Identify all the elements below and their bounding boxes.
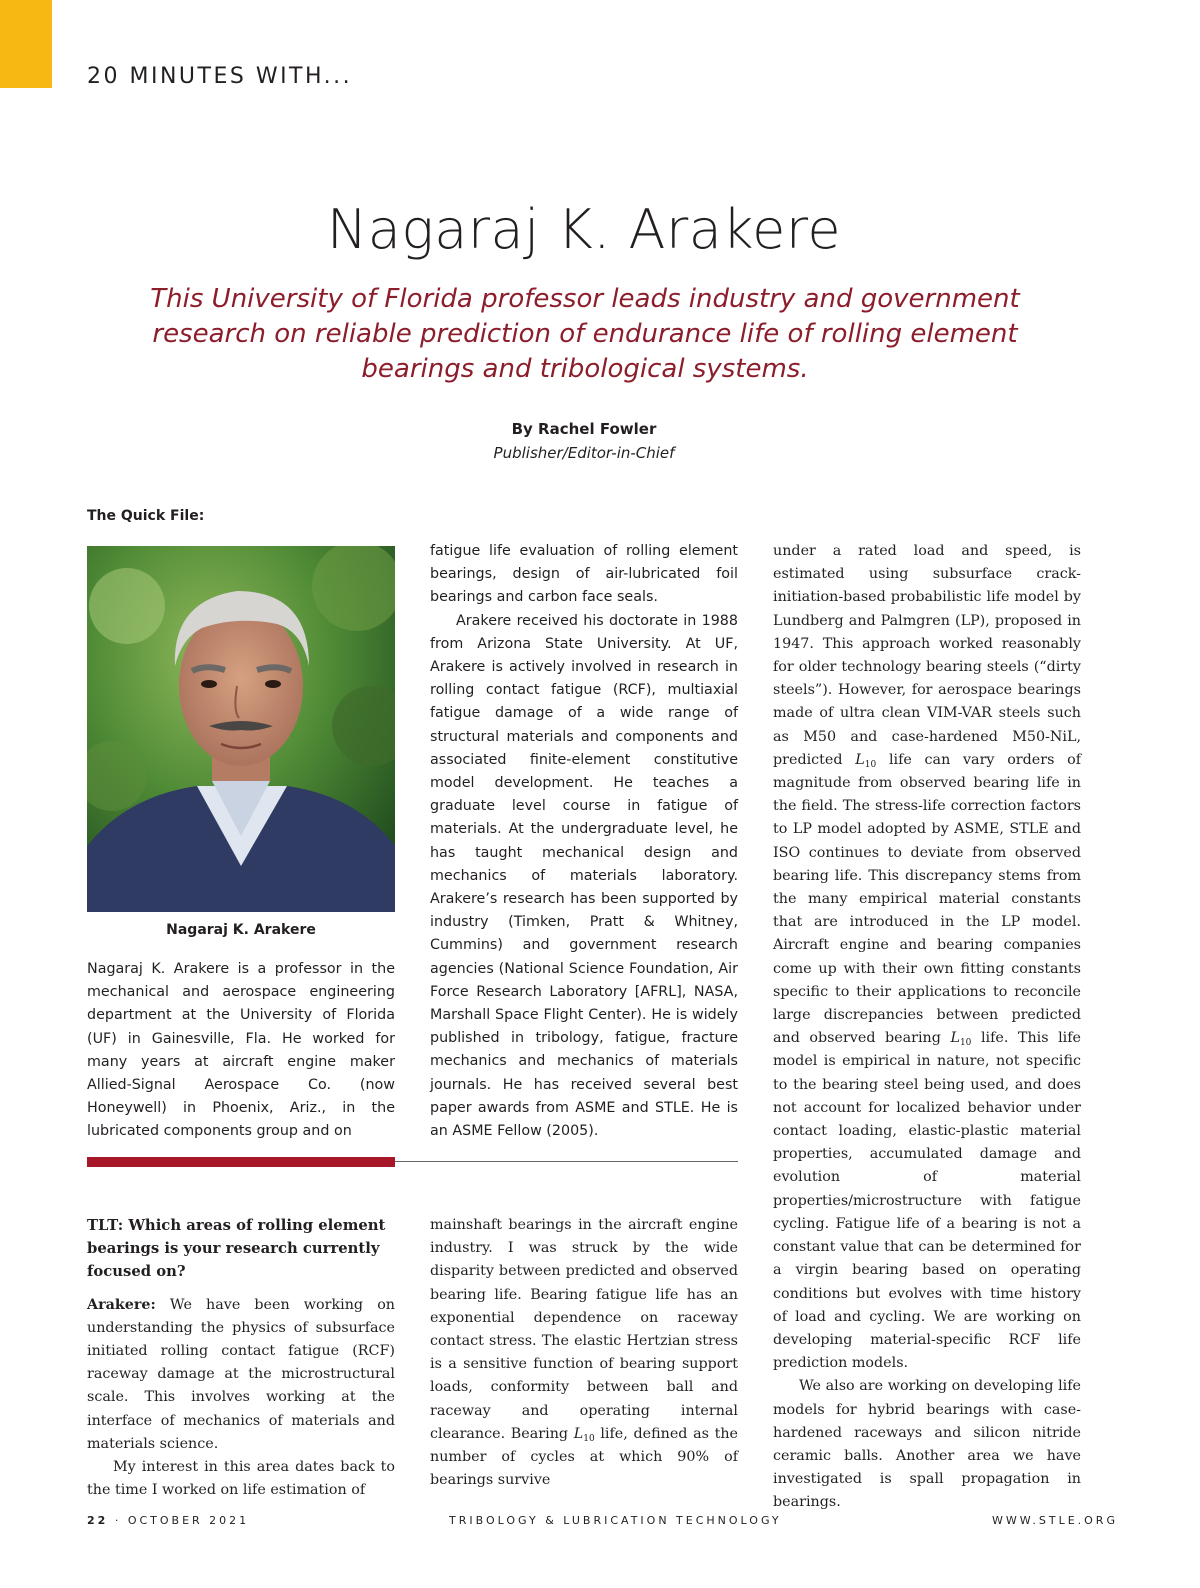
section-divider-line — [395, 1161, 738, 1162]
answer-text: life, defined as the number of cycles at which 90% of bearings survive — [430, 1425, 739, 1489]
answer-paragraph — [773, 540, 1081, 1375]
l10-subscript: 10 — [583, 1433, 595, 1444]
photo-caption: Nagaraj K. Arakere — [166, 922, 316, 938]
byline-role: Publisher/Editor-in-Chief — [493, 444, 675, 462]
answer-paragraph — [430, 1214, 738, 1492]
interview-column-2 — [430, 1214, 738, 1492]
interview-column-3 — [773, 540, 1081, 1515]
accent-bar — [0, 0, 52, 88]
answer-text: under a rated load and speed, is estimated using subsurface crack-initiation-based probabilistic life model by Lundberg and Palmgren (LP), proposed in 1947. This approach worked reasonably for older technology bearing steels (“dirty steels”). However, for aerospace bearings made of ultra clean VIM-VAR steels such as M50 and case-hardened M50-NiL, predicted — [773, 543, 1081, 768]
issue-date: OCTOBER 2021 — [127, 1514, 250, 1527]
footer-separator: · — [114, 1514, 122, 1527]
quick-file-heading: The Quick File: — [87, 508, 205, 524]
l10-subscript: 10 — [864, 759, 877, 770]
website-link[interactable]: WWW.STLE.ORG — [992, 1514, 1118, 1527]
answer-label: Arakere: — [87, 1296, 156, 1313]
answer-paragraph: My interest in this area dates back to the time I worked on life estimation of — [87, 1459, 395, 1499]
l10-symbol: L — [573, 1425, 584, 1442]
byline: By Rachel Fowler — [511, 420, 657, 438]
l10-subscript: 10 — [959, 1038, 972, 1049]
bio-paragraph: Nagaraj K. Arakere is a professor in the mechanical and aerospace engineering department at the University of Florida (UF) in Gainesville, Fla. He worked for many years at aircraft engine maker Allied-Signal Aerospace Co. (now Honeywell) in Phoenix, Ariz., in the lubricated components group and on — [87, 961, 395, 1140]
l10-symbol: L — [855, 751, 865, 768]
answer-paragraph — [87, 1294, 395, 1456]
section-label: 20 MINUTES WITH... — [87, 64, 353, 89]
bio-paragraph: Arakere received his doctorate in 1988 from Arizona State University. At UF, Arakere is actively involved in research in rolling contact fatigue (RCF), multiaxial fatigue damage of a wide range of structural materials and components and associated finite-element constitutive model development. He teaches a graduate level course in fatigue of materials. At the undergraduate level, he has taught mechanical design and mechanics of materials laboratory. Arakere’s research has been supported by industry (Timken, Pratt & Whitney, Cummins) and government research agencies (National Science Foundation, Air Force Research Laboratory [AFRL], NASA, Marshall Space Flight Center). He is widely published in tribology, fatigue, fracture mechanics and mechanics of materials journals. He has received several best paper awards from ASME and STLE. He is an ASME Fellow (2005). — [430, 612, 738, 1140]
answer-text: mainshaft bearings in the aircraft engine industry. I was struck by the wide disparity between predicted and observed bearing life. Bearing fatigue life has an exponential dependence on raceway contact stress. The elastic Hertzian stress is a sensitive function of bearing support loads, conformity between ball and raceway and operating internal clearance. Bearing — [430, 1217, 738, 1442]
section-divider-accent — [87, 1157, 395, 1167]
publication-name: TRIBOLOGY & LUBRICATION TECHNOLOGY — [449, 1514, 782, 1527]
bio-column-1 — [87, 958, 395, 1144]
answer-text: We have been working on understanding the physics of subsurface initiated rolling contact fatigue (RCF) raceway damage at the microstructural scale. This involves working at the interface of mechanics of materials and materials science. — [87, 1296, 396, 1452]
question-label: TLT: — [87, 1217, 124, 1234]
portrait-photo — [87, 546, 395, 912]
interview-column-1 — [87, 1214, 395, 1502]
answer-text: life. This life model is empirical in nature, not specific to the bearing steel being used, and does not account for localized behavior under contact loading, elastic-plastic material properties, accumulated damage and evolution of material properties/microstructure with fatigue cycling. Fatigue life of a bearing is not a constant value that can be determined for a virgin bearing based on operating conditions but evolves with time history of load and cycling. We are working on developing material-specific RCF life prediction models. — [773, 1030, 1081, 1372]
l10-symbol: L — [950, 1030, 960, 1047]
footer-left — [87, 1514, 249, 1527]
question — [87, 1214, 395, 1284]
article-deck: This University of Florida professor leads industry and government research on reliable prediction of endurance life of rolling element bearings and tribological systems. — [150, 284, 1020, 384]
bio-paragraph: fatigue life evaluation of rolling element bearings, design of air-lubricated foil bearings and carbon face seals. — [430, 543, 738, 606]
question-text: Which areas of rolling element bearings is your research currently focused on? — [87, 1217, 386, 1281]
bio-column-2 — [430, 540, 738, 1143]
page-number: 22 — [87, 1514, 109, 1527]
answer-text: life can vary orders of magnitude from observed bearing life in the field. The stress-life correction factors to LP model adopted by ASME, STLE and ISO continues to deviate from observed bearing life. This discrepancy stems from the many empirical material constants that are introduced in the LP model. Aircraft engine and bearing companies come up with their own fitting constants specific to their applications to reconcile large discrepancies between predicted and observed bearing — [773, 751, 1082, 1047]
answer-paragraph: We also are working on developing life models for hybrid bearings with case-hardened raceways and silicon nitride ceramic balls. Another area we have investigated is spall propagation in bearings. — [773, 1378, 1081, 1511]
article-title: Nagaraj K. Arakere — [326, 198, 842, 261]
